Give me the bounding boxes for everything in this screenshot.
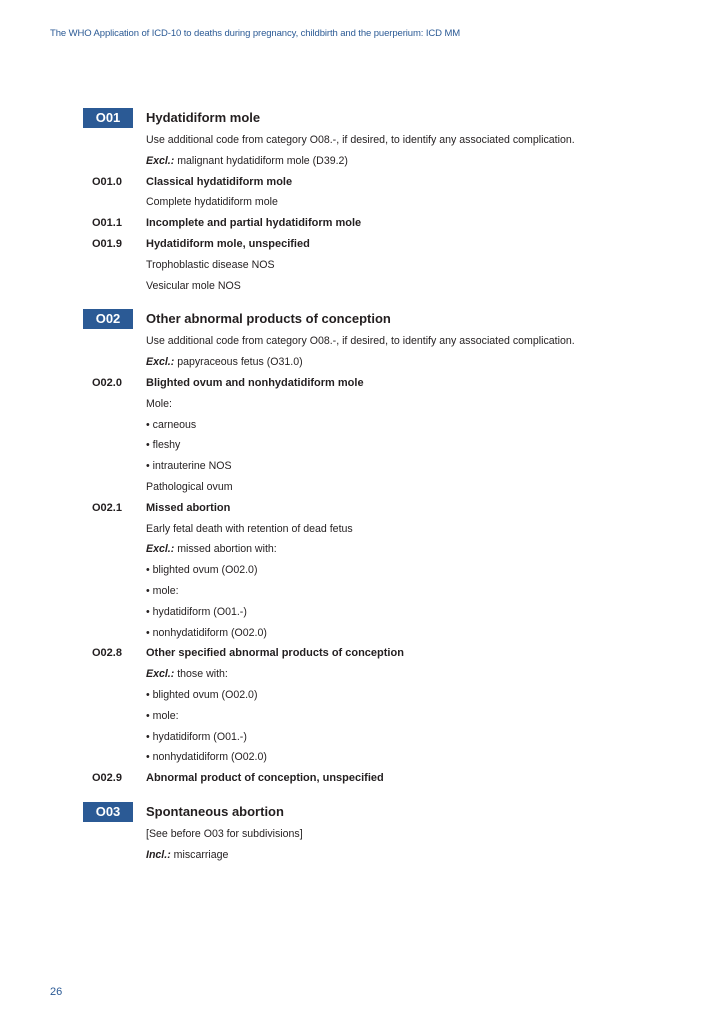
note-text [146, 352, 303, 373]
note-label: Excl.: [146, 356, 175, 369]
note-content: • blighted ovum (O02.0) [146, 564, 258, 577]
note-text [146, 706, 179, 727]
note-text [146, 664, 228, 685]
subcategory-title: Classical hydatidiform mole [146, 175, 293, 188]
note-line [0, 192, 728, 213]
classification-content [0, 106, 728, 877]
note-line [0, 477, 728, 498]
note-content: Pathological ovum [146, 480, 233, 493]
note-label: Excl.: [146, 543, 175, 556]
subcategory-row [0, 373, 728, 394]
note-text [146, 685, 257, 706]
note-text [146, 394, 172, 415]
note-label: Excl.: [146, 668, 175, 681]
note-content: • nonhydatidiform (O02.0) [146, 626, 267, 639]
category-block [0, 106, 728, 296]
note-line [0, 519, 728, 540]
category-title: Other abnormal products of conception [146, 311, 391, 327]
subcategory-code: O01.0 [92, 175, 122, 188]
subcategory-code: O02.0 [92, 376, 122, 389]
subcategory-code: O02.1 [92, 501, 122, 514]
note-content: • hydatidiform (O01.-) [146, 730, 247, 743]
subcategory-code: O01.9 [92, 237, 122, 250]
note-text [146, 192, 278, 213]
note-label: Incl.: [146, 848, 171, 861]
note-line [0, 845, 728, 866]
note-line [0, 539, 728, 560]
note-line [0, 824, 728, 845]
note-line [0, 151, 728, 172]
note-text [146, 151, 348, 172]
subcategory-row [0, 498, 728, 519]
running-header: The WHO Application of ICD-10 to deaths during pregnancy, childbirth and the puerperium: ICD MM [50, 28, 461, 39]
note-text [146, 130, 575, 151]
note-text [146, 845, 228, 866]
note-text [146, 824, 303, 845]
note-content: Use additional code from category O08.-, if desired, to identify any associated complication. [146, 134, 575, 146]
note-text [146, 331, 575, 352]
note-content: • fleshy [146, 439, 181, 452]
subcategory-row [0, 213, 728, 234]
note-content: Mole: [146, 397, 172, 410]
note-content: • carneous [146, 418, 197, 431]
note-line [0, 435, 728, 456]
note-content: missed abortion with: [174, 543, 277, 556]
note-content: Vesicular mole NOS [146, 279, 241, 292]
category-heading [0, 800, 728, 824]
note-text [146, 602, 247, 623]
note-text [146, 435, 180, 456]
page-number: 26 [50, 986, 63, 998]
note-text [146, 477, 233, 498]
category-heading [0, 307, 728, 331]
note-text [146, 727, 247, 748]
note-text [146, 560, 257, 581]
subcategory-code: O02.8 [92, 647, 122, 660]
note-label: Excl.: [146, 154, 175, 167]
category-title: Hydatidiform mole [146, 110, 261, 125]
note-line [0, 352, 728, 373]
note-content: miscarriage [170, 848, 229, 861]
subcategory-code: O02.9 [92, 772, 122, 785]
note-content: those with: [174, 668, 228, 681]
category-block [0, 307, 728, 789]
subcategory-row [0, 643, 728, 664]
note-content: Complete hydatidiform mole [146, 196, 278, 209]
note-content: Early fetal death with retention of dead fetus [146, 522, 353, 535]
category-code-badge: O01 [83, 108, 133, 128]
note-text [146, 623, 267, 644]
note-line [0, 623, 728, 644]
subcategory-row [0, 768, 728, 789]
note-text [146, 456, 232, 477]
note-content: • hydatidiform (O01.-) [146, 605, 247, 618]
note-content: malignant hydatidiform mole (D39.2) [174, 154, 348, 167]
category-code-badge: O02 [83, 309, 133, 329]
note-content: [See before O03 for subdivisions] [146, 827, 303, 840]
note-content: • nonhydatidiform (O02.0) [146, 751, 267, 764]
note-line [0, 130, 728, 151]
note-text [146, 415, 196, 436]
subcategory-title: Blighted ovum and nonhydatidiform mole [146, 376, 364, 389]
note-content: • mole: [146, 584, 179, 597]
note-line [0, 331, 728, 352]
note-line [0, 276, 728, 297]
note-content: • intrauterine NOS [146, 460, 232, 473]
note-text [146, 255, 275, 276]
note-text [146, 276, 241, 297]
note-content: Trophoblastic disease NOS [146, 258, 275, 271]
subcategory-title: Hydatidiform mole, unspecified [146, 237, 310, 250]
subcategory-title: Other specified abnormal products of conception [146, 647, 404, 660]
note-line [0, 706, 728, 727]
subcategory-title: Abnormal product of conception, unspecified [146, 772, 384, 785]
note-content: • mole: [146, 709, 179, 722]
note-line [0, 602, 728, 623]
note-line [0, 581, 728, 602]
note-content: papyraceous fetus (O31.0) [174, 356, 303, 369]
note-text [146, 747, 267, 768]
subcategory-row [0, 172, 728, 193]
category-title: Spontaneous abortion [146, 803, 284, 819]
category-block [0, 800, 728, 866]
subcategory-title: Incomplete and partial hydatidiform mole [146, 217, 362, 230]
note-text [146, 519, 353, 540]
note-content: Use additional code from category O08.-, if desired, to identify any associated complication. [146, 335, 575, 348]
note-line [0, 255, 728, 276]
category-heading [0, 106, 728, 130]
category-code-badge: O03 [83, 802, 133, 822]
subcategory-row [0, 234, 728, 255]
note-line [0, 560, 728, 581]
subcategory-code: O01.1 [92, 217, 122, 230]
note-text [146, 581, 179, 602]
note-line [0, 394, 728, 415]
note-content: • blighted ovum (O02.0) [146, 688, 258, 701]
note-line [0, 727, 728, 748]
subcategory-title: Missed abortion [146, 501, 231, 514]
note-line [0, 685, 728, 706]
note-line [0, 747, 728, 768]
note-line [0, 664, 728, 685]
note-line [0, 415, 728, 436]
note-line [0, 456, 728, 477]
note-text [146, 539, 277, 560]
